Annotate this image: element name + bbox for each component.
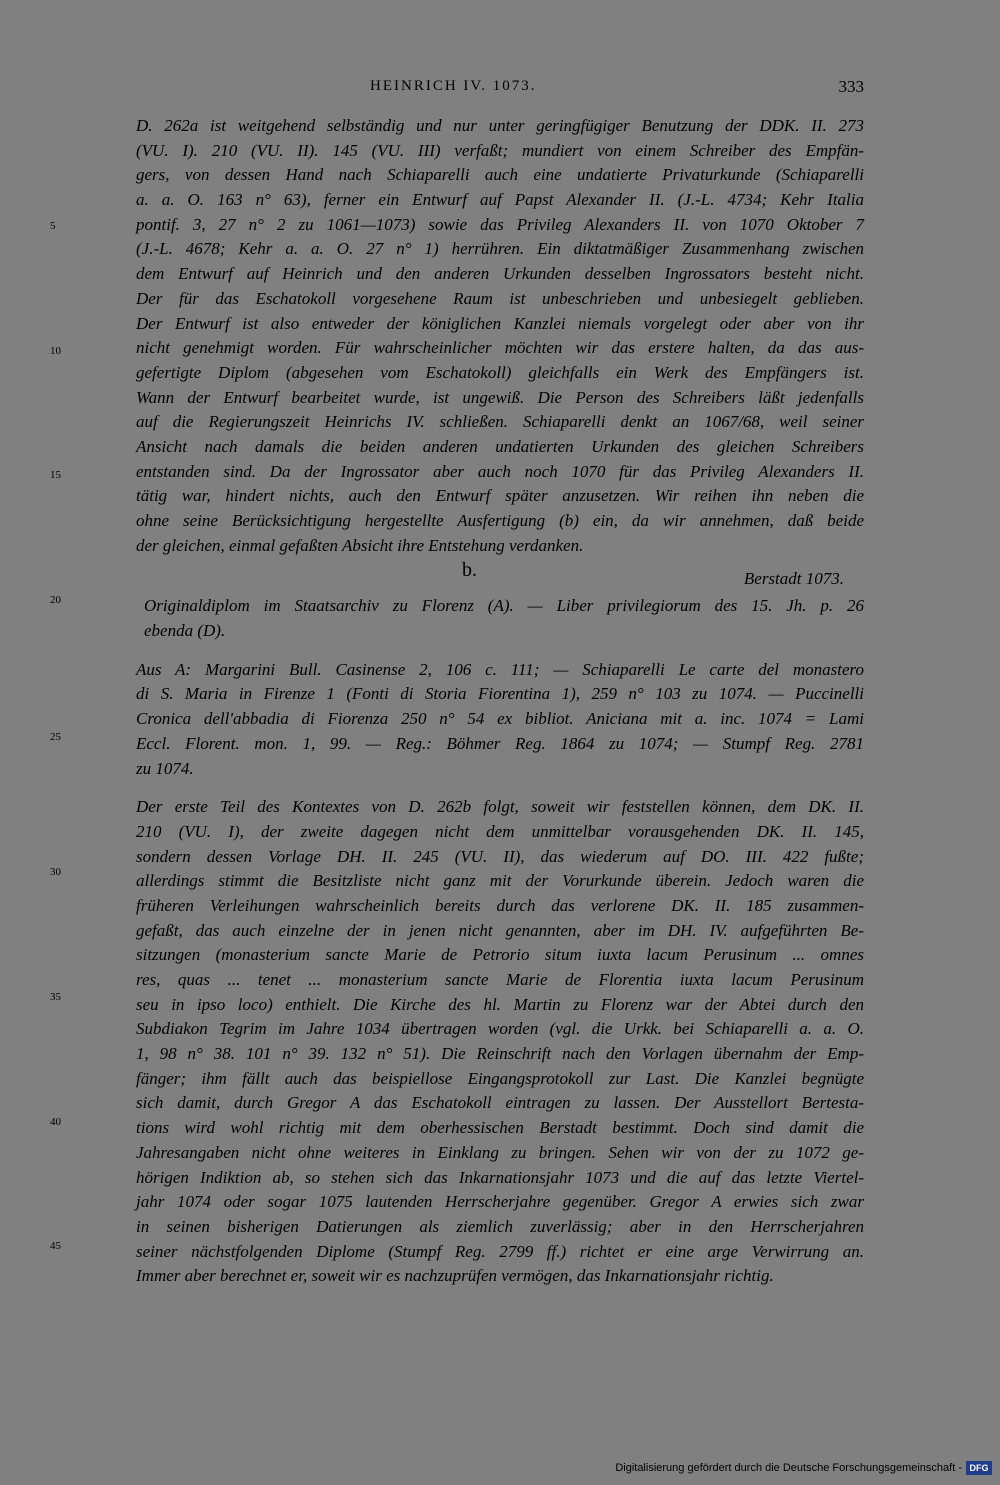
text-line: Der Entwurf ist also entweder der königlichen Kanzlei niemals vorgelegt oder aber von ihr <box>136 313 864 333</box>
text-line: früheren Verleihungen wahrscheinlich bereits durch das verlorene DK. II. 185 zusammen- <box>136 895 864 915</box>
text-line: gers, von dessen Hand nach Schiaparelli auch eine undatierte Privaturkunde (Schiaparelli <box>136 165 864 185</box>
text-line: di S. Maria in Firenze 1 (Fonti di Storia Fiorentina 1), 259 n° 103 zu 1074. — Puccinelli <box>136 684 864 704</box>
running-title: HEINRICH IV. 1073. <box>370 78 537 94</box>
editions-paragraph <box>136 658 864 781</box>
text-line: D. 262a ist weitgehend selbständig und nur unter geringfügiger Benutzung der DDK. II. 273 <box>136 116 864 135</box>
text-line: allerdings stimmt die Besitzliste nicht ganz mit der Vorurkunde überein. Jedoch waren die <box>136 871 864 891</box>
text-line: dem Entwurf auf Heinrich und den anderen Urkunden desselben Ingrossators besteht nicht. <box>136 264 864 284</box>
commentary-paragraph-a <box>136 114 864 558</box>
text-line: entstanden sind. Da der Ingrossator aber auch noch 1070 für das Privileg Alexanders II. <box>136 461 864 481</box>
line-number: 20 <box>50 594 61 606</box>
page-header <box>135 78 864 100</box>
text-line: Jahresangaben nicht ohne weiteres in Einklang zu bringen. Sehen wir von der zu 1072 ge- <box>136 1142 864 1162</box>
text-line: auf die Regierungszeit Heinrichs IV. schließen. Schiaparelli denkt an 1067/68, weil seiner <box>136 412 864 432</box>
line-number: 35 <box>50 991 61 1003</box>
line-number: 30 <box>50 866 61 878</box>
text-line: ebenda (D). <box>144 621 226 641</box>
page-number: 333 <box>838 77 864 96</box>
text-line: Wann der Entwurf bearbeitet wurde, ist ungewiß. Die Person des Schreibers läßt jedenfalls <box>136 387 864 407</box>
text-line: sitzungen (monasterium sancte Marie de Petrorio situm iuxta lacum Perusinum ... omnes <box>136 945 864 965</box>
text-line: sich damit, durch Gregor A das Eschatokoll eintragen zu lassen. Der Ausstellort Bertesta- <box>136 1093 864 1113</box>
text-line: Aus A: Margarini Bull. Casinense 2, 106 c. 111; — Schiaparelli Le carte del monastero <box>136 659 864 679</box>
text-line: Ansicht nach damals die beiden anderen undatierten Urkunden des gleichen Schreibers <box>136 436 864 456</box>
text-line: seu in ipso loco) enthielt. Die Kirche des hl. Martin zu Florenz war der Abtei durch den <box>136 994 864 1014</box>
line-number: 5 <box>50 220 56 232</box>
text-line: pontif. 3, 27 n° 2 zu 1061—1073) sowie das Privileg Alexanders II. von 1070 Oktober 7 <box>136 214 864 234</box>
text-line: sondern dessen Vorlage DH. II. 245 (VU. II), das wiederum auf DO. III. 422 fußte; <box>136 846 864 866</box>
text-line: Originaldiplom im Staatsarchiv zu Florenz (A). — Liber privilegiorum des 15. Jh. p. 26 <box>144 596 864 616</box>
page-body <box>136 114 864 1289</box>
text-line: in seinen bisherigen Datierungen als ziemlich zuverlässig; aber in den Herrscherjahren <box>136 1216 864 1236</box>
text-line: res, quas ... tenet ... monasterium sancte Marie de Florentia iuxta lacum Perusinum <box>136 970 864 989</box>
text-line: gefertigte Diplom (abgesehen vom Eschatokoll) gleichfalls ein Werk des Empfängers ist. <box>136 362 864 382</box>
text-line: tätig war, hindert nichts, auch den Entwurf später anzusetzen. Wir reihen ihn neben die <box>136 486 864 506</box>
dfg-logo: DFG <box>966 1461 992 1475</box>
text-line: zu 1074. <box>136 758 194 778</box>
text-line: Immer aber berechnet er, soweit wir es nachzuprüfen vermögen, das Inkarnationsjahr richtig. <box>136 1266 774 1286</box>
text-line: fänger; ihm fällt auch das beispiellose Eingangsprotokoll zur Last. Die Kanzlei begnügte <box>136 1068 864 1088</box>
section-heading <box>136 559 864 594</box>
text-line: der gleichen, einmal gefaßten Absicht ihre Entstehung verdanken. <box>136 535 584 555</box>
text-line: 1, 98 n° 38. 101 n° 39. 132 n° 51). Die Reinschrift nach den Vorlagen übernahm der Emp- <box>136 1044 864 1064</box>
text-line: gefaßt, das auch einzelne der in jenen nicht genannten, aber im DH. IV. aufgeführten Be- <box>136 920 864 940</box>
text-line: Eccl. Florent. mon. 1, 99. — Reg.: Böhmer Reg. 1864 zu 1074; — Stumpf Reg. 2781 <box>136 733 864 753</box>
funding-footer <box>615 1459 992 1477</box>
commentary-paragraph-b <box>136 795 864 1289</box>
text-line: seiner nächstfolgenden Diplome (Stumpf Reg. 2799 ff.) richtet er eine arge Verwirrung an. <box>136 1241 864 1261</box>
text-line: Der für das Eschatokoll vorgesehene Raum ist unbeschrieben und unbesiegelt geblieben. <box>136 288 864 308</box>
place-date: Berstadt 1073. <box>743 569 844 589</box>
text-line: tions wird wohl richtig mit dem oberhessischen Berstadt bestimmt. Doch sind damit die <box>136 1118 864 1138</box>
line-number: 10 <box>50 345 61 357</box>
text-line: Der erste Teil des Kontextes von D. 262b folgt, soweit wir feststellen können, dem DK. II. <box>136 797 864 817</box>
line-number: 40 <box>50 1116 61 1128</box>
text-line: hörigen Indiktion ab, so stehen sich das Inkarnationsjahr 1073 und die auf das letzte Viertel- <box>136 1167 864 1187</box>
text-line: a. a. O. 163 n° 63), ferner ein Entwurf auf Papst Alexander II. (J.-L. 4734; Kehr Italia <box>136 190 864 210</box>
line-number: 15 <box>50 469 61 481</box>
text-line: (VU. I). 210 (VU. II). 145 (VU. III) verfaßt; mundiert von einem Schreiber des Empfän- <box>136 140 864 160</box>
text-line: Cronica dell'abbadia di Fiorenza 250 n° 54 ex bibliot. Aniciana mit a. inc. 1074 = Lami <box>136 709 864 729</box>
section-letter: b. <box>462 559 477 582</box>
line-number: 45 <box>50 1240 61 1252</box>
text-line: jahr 1074 oder sogar 1075 lautenden Herrscherjahre gegenüber. Gregor A erwies sich zwar <box>136 1192 864 1212</box>
line-number: 25 <box>50 731 61 743</box>
tradition-paragraph <box>136 594 864 643</box>
text-line: nicht genehmigt worden. Für wahrscheinlicher möchten wir das erstere halten, da das aus- <box>136 338 864 358</box>
footer-text: Digitalisierung gefördert durch die Deutsche Forschungsgemeinschaft - <box>615 1462 962 1474</box>
text-line: 210 (VU. I), der zweite dagegen nicht dem unmittelbar vorausgehenden DK. II. 145, <box>136 821 864 841</box>
text-line: (J.-L. 4678; Kehr a. a. O. 27 n° 1) herrühren. Ein diktatmäßiger Zusammenhang zwischen <box>136 239 864 259</box>
text-line: Subdiakon Tegrim im Jahre 1034 übertragen worden (vgl. die Urkk. bei Schiaparelli a. a. O. <box>136 1019 864 1039</box>
text-line: ohne seine Berücksichtigung hergestellte Ausfertigung (b) ein, da wir annehmen, daß beide <box>136 511 864 530</box>
